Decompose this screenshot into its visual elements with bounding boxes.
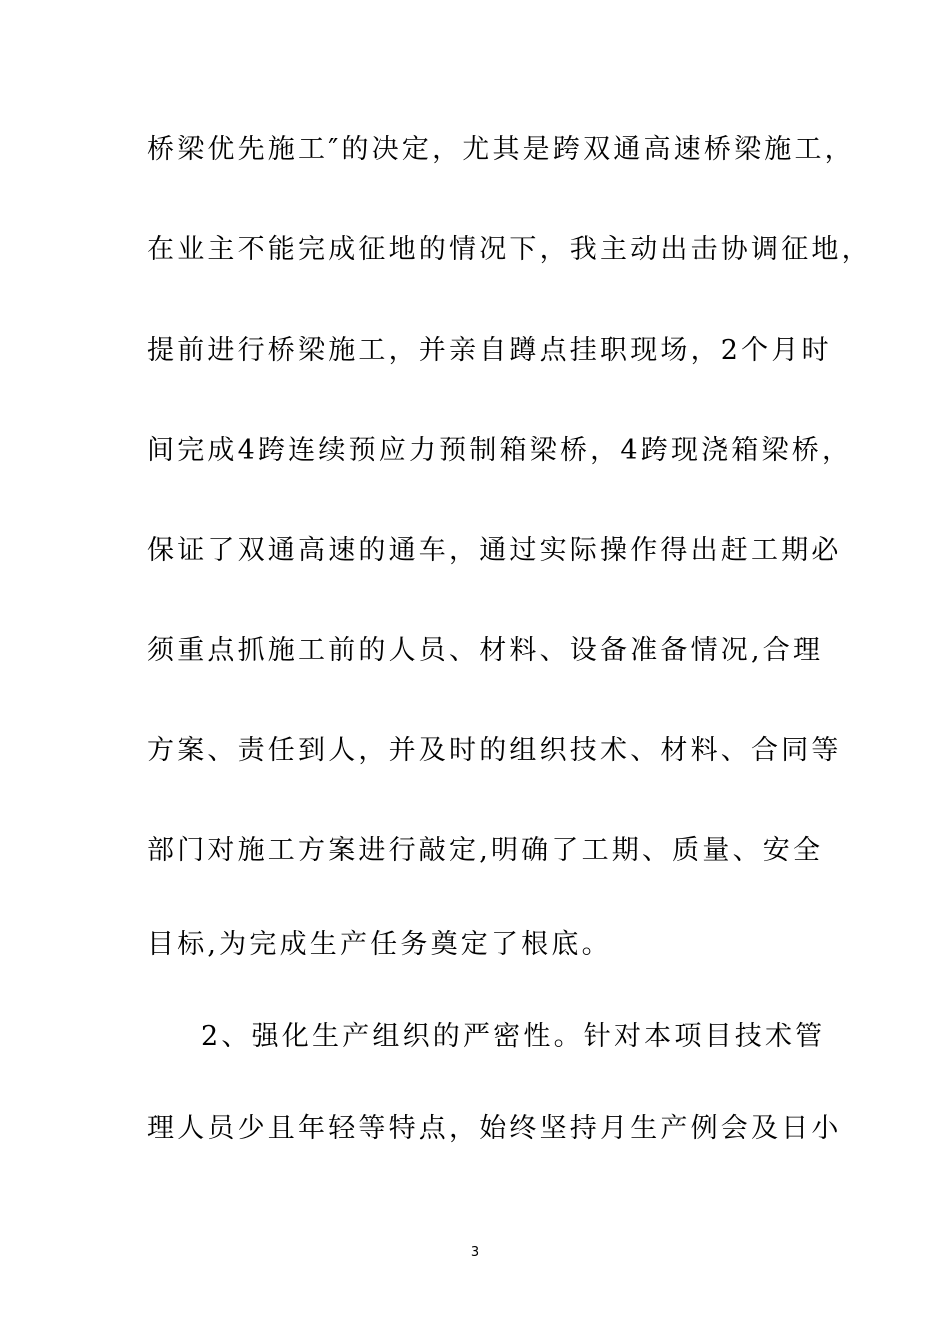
text-line: 须重点抓施工前的人员、材料、设备准备情况,合理 xyxy=(147,635,824,666)
text-line: 理人员少且年轻等特点，始终坚持月生产例会及日小 xyxy=(147,1113,842,1144)
text-line: 间完成4跨连续预应力预制箱梁桥，4跨现浇箱梁桥， xyxy=(147,435,853,466)
text-line: 目标,为完成生产任务奠定了根底。 xyxy=(147,929,612,960)
paragraph-start-line: 2、强化生产组织的严密性。针对本项目技术管 xyxy=(201,1021,826,1052)
text-line: 桥梁优先施工″的决定，尤其是跨双通高速桥梁施工， xyxy=(147,134,855,165)
page-number: 3 xyxy=(470,1245,480,1260)
text-line: 保证了双通高速的通车，通过实际操作得出赶工期必 xyxy=(147,535,842,566)
text-line: 部门对施工方案进行敲定,明确了工期、质量、安全 xyxy=(147,835,824,866)
text-line: 提前进行桥梁施工，并亲自蹲点挂职现场，2个月时 xyxy=(147,335,832,366)
text-line: 方案、责任到人，并及时的组织技术、材料、合同等 xyxy=(147,735,842,766)
text-line: 在业主不能完成征地的情况下，我主动出击协调征地， xyxy=(147,234,872,265)
